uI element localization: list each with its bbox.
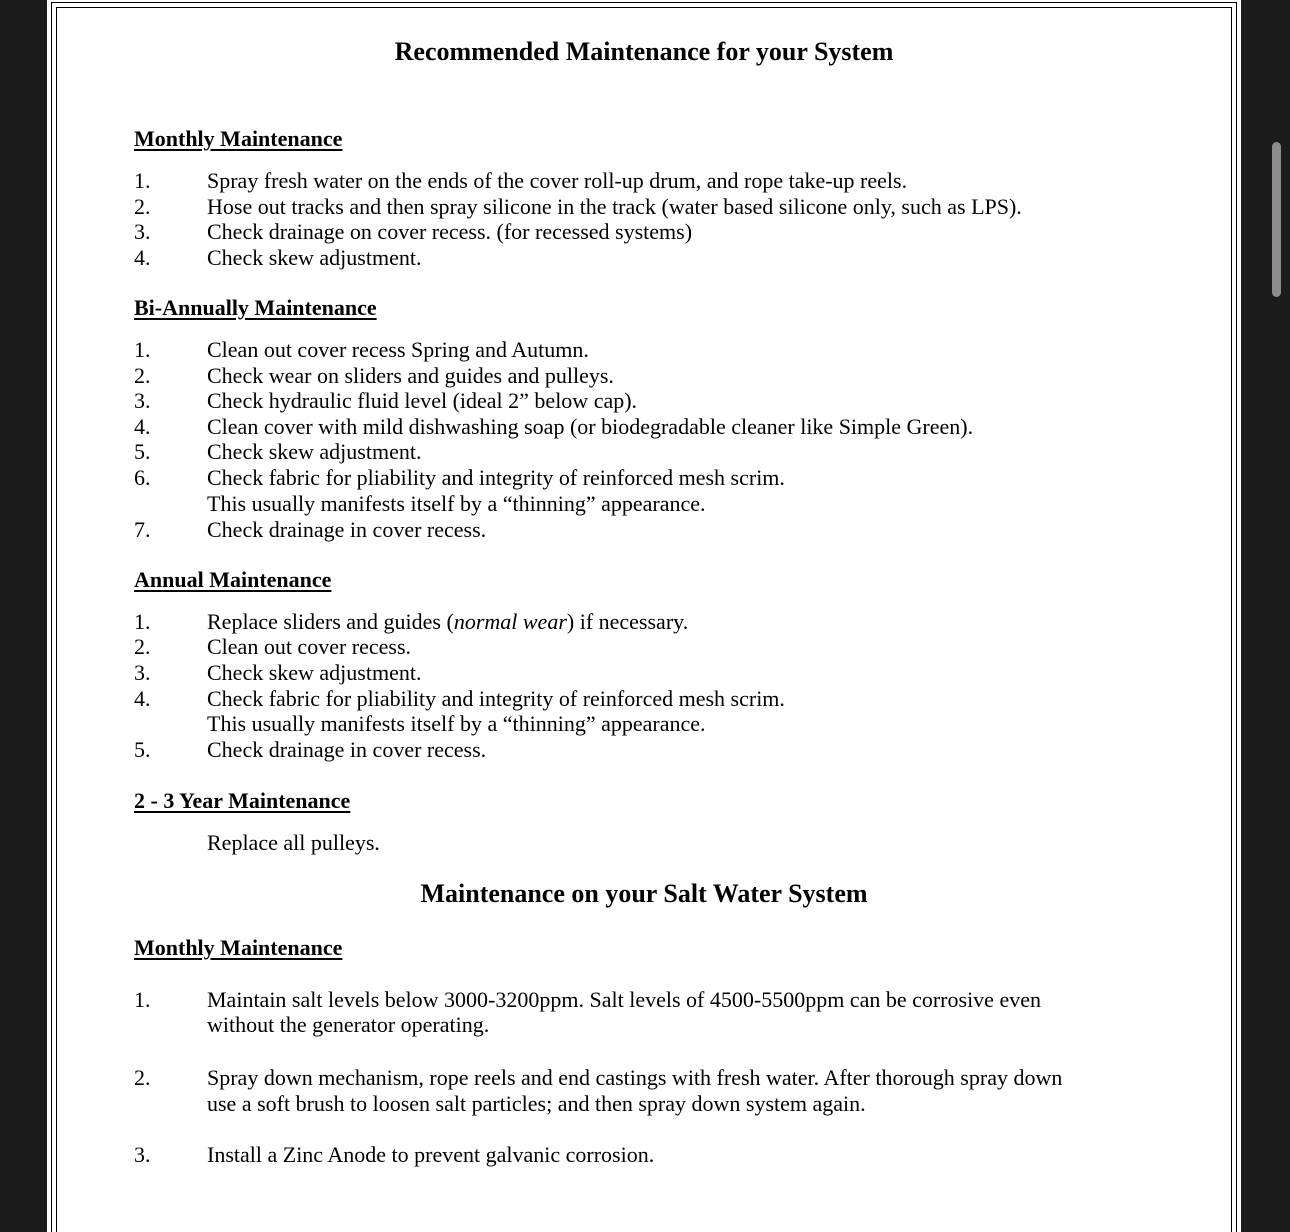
list-item bbox=[134, 465, 1201, 516]
item-number: 4. bbox=[134, 244, 151, 270]
list-item bbox=[134, 219, 1201, 245]
item-number: 5. bbox=[134, 439, 151, 464]
list-item bbox=[134, 363, 1201, 389]
item-number: 4. bbox=[134, 413, 151, 439]
section-heading-annual: Annual Maintenance bbox=[134, 567, 332, 592]
item-number: 3. bbox=[134, 660, 151, 685]
item-number: 3. bbox=[134, 1141, 151, 1167]
item-number: 2. bbox=[134, 193, 151, 219]
item-number: 1. bbox=[134, 986, 151, 1012]
item-number: 7. bbox=[134, 516, 151, 542]
item-text: Maintain salt levels below 3000-3200ppm. Salt levels of 4500-5500ppm can be corrosive even bbox=[207, 986, 1041, 1012]
item-text: Check drainage in cover recess. bbox=[207, 737, 487, 762]
item-text: Clean out cover recess Spring and Autumn. bbox=[207, 337, 589, 362]
list-item bbox=[134, 634, 1201, 660]
item-number: 6. bbox=[134, 465, 151, 490]
list-item bbox=[134, 517, 1201, 543]
item-text-continuation: without the generator operating. bbox=[207, 1012, 490, 1037]
item-text: Hose out tracks and then spray silicone in the track (water based silicone only, such as LPS). bbox=[207, 193, 1022, 219]
item-text: Check skew adjustment. bbox=[207, 439, 422, 464]
list-item bbox=[134, 1142, 1201, 1168]
item-number: 4. bbox=[134, 685, 151, 711]
list-item bbox=[134, 686, 1201, 737]
item-text: Check drainage on cover recess. (for recessed systems) bbox=[207, 219, 693, 244]
list-item bbox=[134, 388, 1201, 414]
list-item bbox=[134, 987, 1201, 1038]
scrollbar-thumb[interactable] bbox=[1272, 142, 1281, 297]
item-text-emphasis: normal wear bbox=[453, 608, 567, 634]
list-item bbox=[134, 830, 1201, 856]
item-text bbox=[207, 609, 1201, 635]
item-text: Check skew adjustment. bbox=[207, 244, 422, 270]
item-number: 5. bbox=[134, 737, 151, 762]
item-number: 1. bbox=[134, 337, 151, 362]
list-item bbox=[134, 660, 1201, 686]
list-item bbox=[134, 1065, 1201, 1116]
section-heading-monthly: Monthly Maintenance bbox=[134, 126, 343, 151]
list-item bbox=[134, 737, 1201, 763]
list-item bbox=[134, 194, 1201, 220]
document-title: Recommended Maintenance for your System bbox=[394, 37, 894, 66]
section-heading-biannual: Bi-Annually Maintenance bbox=[134, 295, 377, 320]
salt-water-title: Maintenance on your Salt Water System bbox=[420, 879, 868, 908]
item-text: Clean out cover recess. bbox=[207, 634, 412, 659]
item-number: 1. bbox=[134, 168, 151, 193]
list-item bbox=[134, 609, 1201, 635]
section-heading-salt-monthly: Monthly Maintenance bbox=[134, 935, 343, 960]
item-text-continuation: This usually manifests itself by a “thinning” appearance. bbox=[207, 490, 706, 516]
item-text-continuation: use a soft brush to loosen salt particles; and then spray down system again. bbox=[207, 1090, 866, 1116]
item-text: Check wear on sliders and guides and pulleys. bbox=[207, 362, 614, 388]
item-text: Check drainage in cover recess. bbox=[207, 516, 487, 542]
item-text: Check fabric for pliability and integrity of reinforced mesh scrim. bbox=[207, 465, 785, 490]
list-item bbox=[134, 168, 1201, 194]
item-text-part: Replace sliders and guides ( bbox=[207, 608, 454, 634]
list-item bbox=[134, 414, 1201, 440]
list-item bbox=[134, 337, 1201, 363]
item-text: Check skew adjustment. bbox=[207, 660, 422, 685]
item-number: 2. bbox=[134, 362, 151, 388]
item-text: Spray fresh water on the ends of the cover roll-up drum, and rope take-up reels. bbox=[207, 168, 908, 193]
item-text: Spray down mechanism, rope reels and end castings with fresh water. After thorough spray down bbox=[207, 1065, 1063, 1090]
document-page bbox=[47, 0, 1241, 1232]
item-number: 3. bbox=[134, 219, 151, 244]
item-text: Check fabric for pliability and integrity of reinforced mesh scrim. bbox=[207, 685, 785, 711]
list-item bbox=[134, 245, 1201, 271]
item-text: Replace all pulleys. bbox=[207, 829, 380, 855]
item-number: 1. bbox=[134, 608, 151, 634]
item-text: Clean cover with mild dishwashing soap (or biodegradable cleaner like Simple Green). bbox=[207, 413, 974, 439]
item-text: Check hydraulic fluid level (ideal 2” below cap). bbox=[207, 388, 638, 413]
item-text-part: ) if necessary. bbox=[566, 608, 689, 634]
item-text-continuation: This usually manifests itself by a “thinning” appearance. bbox=[207, 711, 706, 736]
item-number: 3. bbox=[134, 388, 151, 413]
list-item bbox=[134, 439, 1201, 465]
item-text: Install a Zinc Anode to prevent galvanic corrosion. bbox=[207, 1141, 655, 1167]
item-number: 2. bbox=[134, 634, 151, 659]
section-heading-2-3-year: 2 - 3 Year Maintenance bbox=[134, 788, 351, 813]
item-number: 2. bbox=[134, 1065, 151, 1090]
